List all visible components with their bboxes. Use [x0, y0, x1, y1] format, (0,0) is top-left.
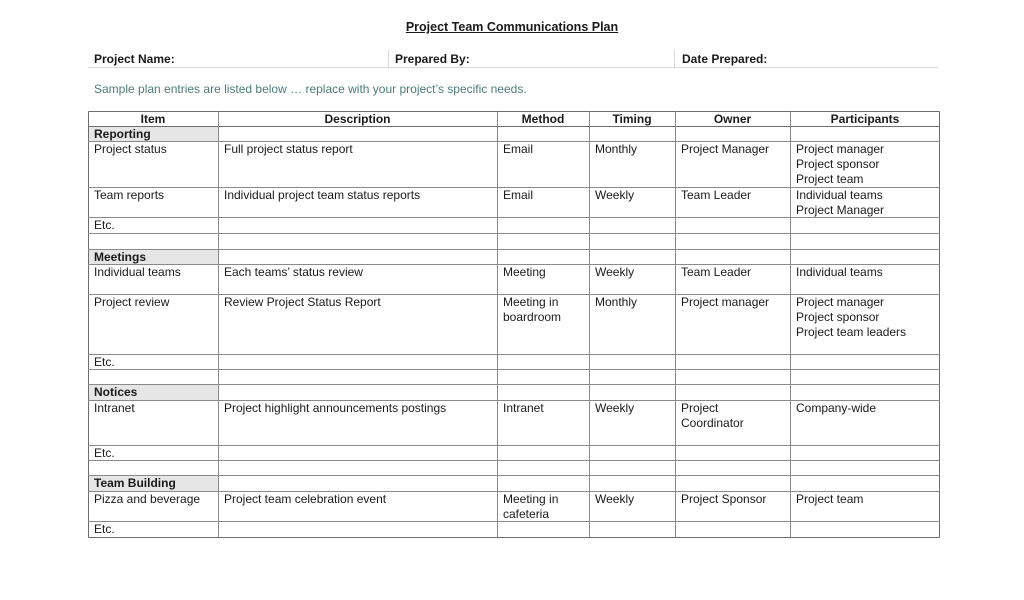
cell-owner: Project manager	[681, 295, 770, 309]
cell-owner: Project	[681, 401, 719, 415]
section-label: Notices	[94, 385, 138, 399]
cell-timing: Monthly	[595, 295, 638, 309]
cell-method: Intranet	[503, 401, 544, 415]
cell-item: Individual teams	[94, 265, 181, 279]
cell-method: Email	[503, 188, 534, 202]
cell-timing: Weekly	[595, 492, 635, 506]
column-header-description: Description	[324, 112, 391, 126]
cell-participants: Individual teams	[796, 265, 883, 279]
cell-item: Project status	[94, 142, 167, 156]
cell-method: cafeteria	[503, 507, 550, 521]
cell-participants: Company-wide	[796, 401, 877, 415]
cell-method: Meeting	[503, 265, 546, 279]
column-header-owner: Owner	[713, 112, 752, 126]
prepared-by-label: Prepared By:	[395, 52, 470, 66]
cell-participants: Project sponsor	[796, 157, 880, 171]
cell-description: Review Project Status Report	[224, 295, 381, 309]
cell-timing: Weekly	[595, 401, 635, 415]
cell-owner: Team Leader	[681, 188, 752, 202]
cell-method: Email	[503, 142, 534, 156]
cell-participants: Project team	[796, 172, 864, 186]
cell-item: Project review	[94, 295, 170, 309]
communications-table	[88, 111, 940, 538]
cell-method: boardroom	[503, 310, 562, 324]
cell-item: Pizza and beverage	[94, 492, 201, 506]
cell-description: Project team celebration event	[224, 492, 387, 506]
date-prepared-label: Date Prepared:	[682, 52, 768, 66]
section-label: Team Building	[94, 476, 176, 490]
cell-description: Individual project team status reports	[224, 188, 421, 202]
column-header-timing: Timing	[612, 112, 652, 126]
cell-participants: Project Manager	[796, 203, 885, 217]
cell-item: Etc.	[94, 522, 115, 536]
cell-item: Team reports	[94, 188, 165, 202]
section-label: Reporting	[94, 127, 151, 141]
project-header	[88, 50, 938, 68]
cell-description: Project highlight announcements postings	[224, 401, 447, 415]
cell-owner: Coordinator	[681, 416, 744, 430]
cell-timing: Weekly	[595, 265, 635, 279]
column-header-participants: Participants	[830, 112, 900, 126]
cell-owner: Project Sponsor	[681, 492, 767, 506]
instructions-note: Sample plan entries are listed below … replace with your project’s specific needs.	[94, 82, 527, 96]
cell-timing: Weekly	[595, 188, 635, 202]
cell-participants: Project sponsor	[796, 310, 880, 324]
project-name-label: Project Name:	[94, 52, 175, 66]
cell-description: Each teams’ status review	[224, 265, 363, 279]
section-label: Meetings	[94, 250, 147, 264]
cell-participants: Project team	[796, 492, 864, 506]
cell-participants: Project manager	[796, 142, 885, 156]
cell-item: Etc.	[94, 218, 115, 232]
cell-method: Meeting in	[503, 295, 559, 309]
cell-owner: Team Leader	[681, 265, 752, 279]
column-header-method: Method	[521, 112, 565, 126]
cell-item: Intranet	[94, 401, 135, 415]
column-header-item: Item	[140, 112, 166, 126]
cell-item: Etc.	[94, 446, 115, 460]
page-title: Project Team Communications Plan	[405, 20, 619, 34]
cell-item: Etc.	[94, 355, 115, 369]
cell-description: Full project status report	[224, 142, 353, 156]
cell-participants: Project team leaders	[796, 325, 907, 339]
cell-participants: Project manager	[796, 295, 885, 309]
cell-method: Meeting in	[503, 492, 559, 506]
cell-timing: Monthly	[595, 142, 638, 156]
cell-owner: Project Manager	[681, 142, 770, 156]
cell-participants: Individual teams	[796, 188, 883, 202]
